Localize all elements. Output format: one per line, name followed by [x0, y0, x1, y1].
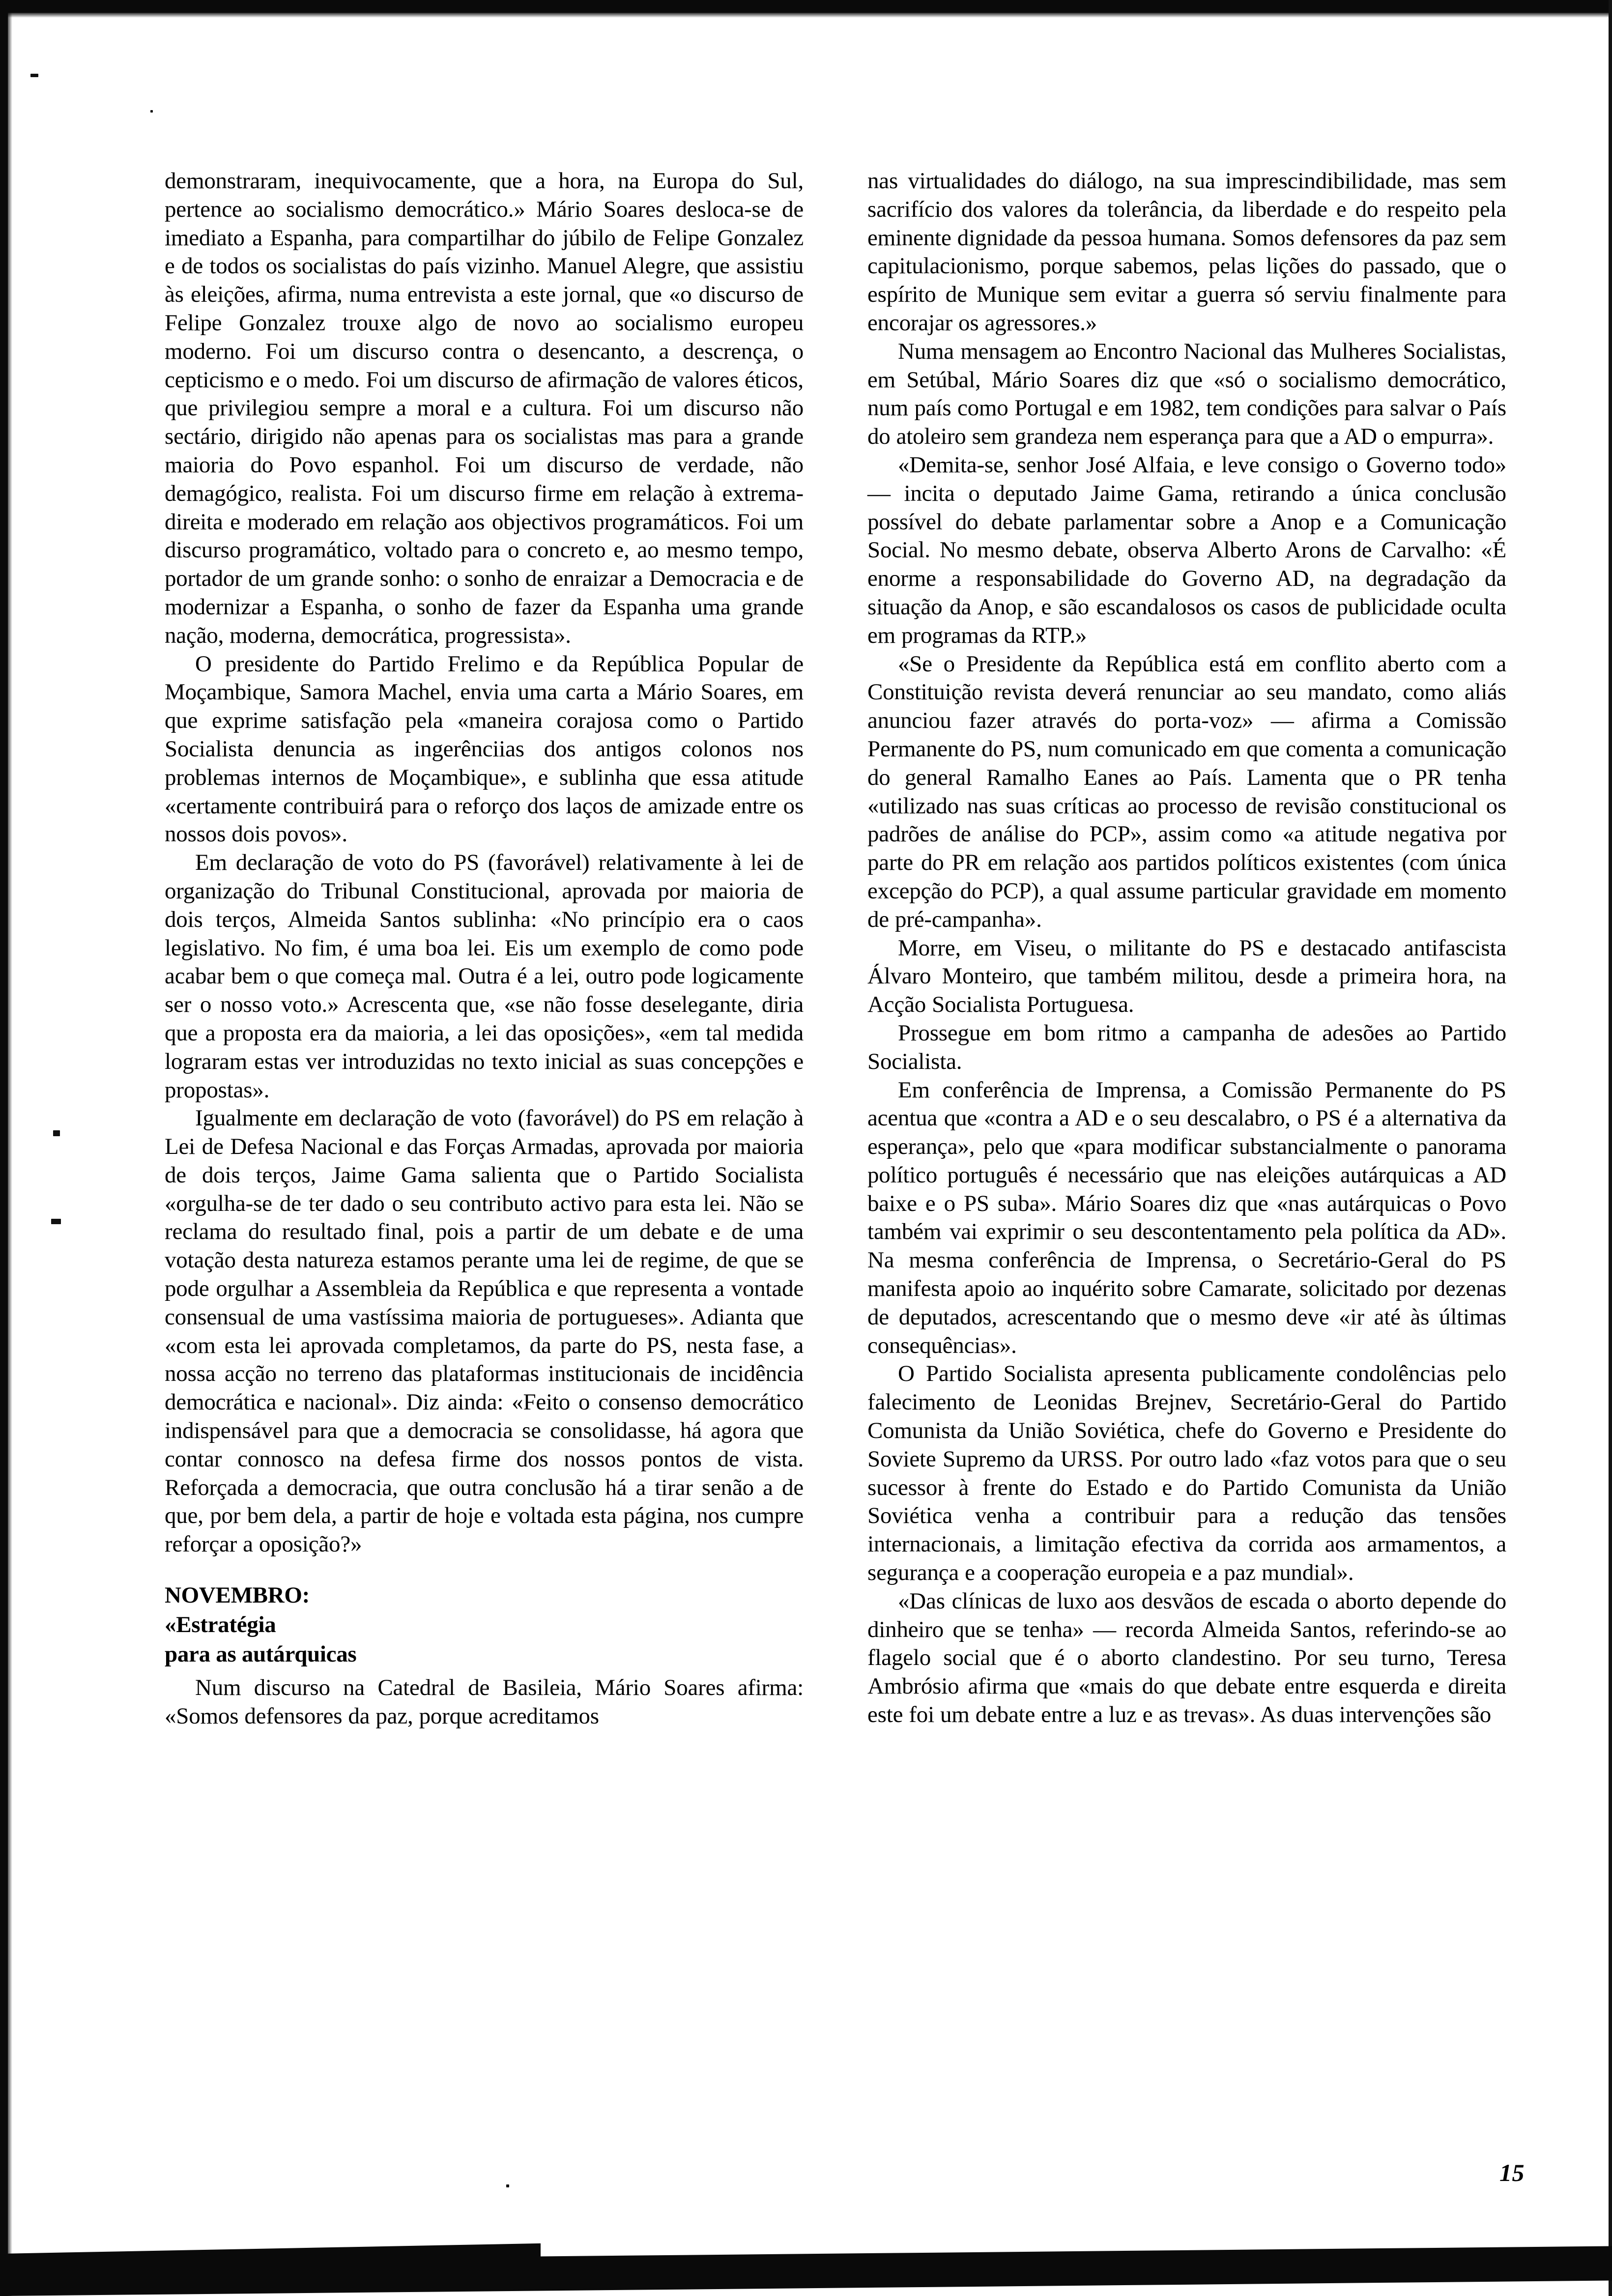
paragraph: «Se o Presidente da República está em conflito aberto com a Constituição revista deverá renunciar ao seu mandato, como aliás anunciou fazer através do porta-voz» — afirma a Comissão Permanente do PS, num comunicado em que comenta a comunicação do general Ramalho Eanes ao País. Lamenta que o PR tenha «utilizado nas suas críticas ao processo de revisão constitucional os padrões de análise do PCP», assim como «a atitude negativa por parte do PR em relação aos partidos políticos existentes (com única excepção do PCP), a qual assume particular gravidade em momento de pré-campanha». [867, 651, 1506, 932]
paragraph: Prossegue em bom ritmo a campanha de adesões ao Partido Socialista. [867, 1020, 1506, 1074]
paragraph: nas virtualidades do diálogo, na sua imprescindibilidade, mas sem sacrifício dos valores da tolerância, da liberdade e do respeito pela eminente dignidade da pessoa humana. Somos defensores da paz sem capitulacionismo, porque sabemos, pelas lições do passado, que o espírito de Munique sem evitar a guerra só serviu finalmente para encorajar os agressores.» [867, 168, 1506, 336]
paragraph: Em conferência de Imprensa, a Comissão Permanente do PS acentua que «contra a AD e o seu descalabro, o PS é a alternativa da esperança», pelo que «para modificar substancialmente o panorama político português é necessário que nas eleições autárquicas a AD baixe e o PS suba». Mário Soares diz que «nas autárquicas o Povo também vai exprimir o seu descontentamento pela política da AD». Na mesma conferência de Imprensa, o Secretário-Geral do PS manifesta apoio ao inquérito sobre Camarate, solicitado por dezenas de deputados, acrescentando que o mesmo deve «ir até às últimas consequências». [867, 1077, 1506, 1358]
paragraph: Em declaração de voto do PS (favorável) relativamente à lei de organização do Tribunal Constitucional, aprovada por maioria de dois terços, Almeida Santos sublinha: «No princípio era o caos legislativo. No fim, é uma boa lei. Eis um exemplo de como pode acabar bem o que começa mal. Outra é a lei, outro pode logicamente ser o nosso voto.» Acrescenta que, «se não fosse deselegante, diria que a proposta era da maioria, a lei das oposições», «em tal medida lograram estas ver introduzidas no texto inicial as suas concepções e propostas». [165, 850, 804, 1103]
column-left [165, 167, 804, 1731]
section-heading [165, 1580, 804, 1669]
paragraph: «Das clínicas de luxo aos desvãos de escada o aborto depende do dinheiro que se tenha» — recorda Almeida Santos, referindo-se ao flagelo social que é o aborto clandestino. Por seu turno, Teresa Ambrósio afirma que «mais do que debate entre esquerda e direita este foi um debate entre a luz e as trevas». As duas intervenções são [867, 1588, 1506, 1728]
paragraph: «Demita-se, senhor José Alfaia, e leve consigo o Governo todo» — incita o deputado Jaime Gama, retirando a única conclusão possível do debate parlamentar sobre a Anop e a Comunicação Social. No mesmo debate, observa Alberto Arons de Carvalho: «É enorme a responsabilidade do Governo AD, na degradação da situação da Anop, e são escandalosos os casos de publicidade oculta em programas da RTP.» [867, 452, 1506, 648]
paragraph: demonstraram, inequivocamente, que a hora, na Europa do Sul, pertence ao socialismo democrático.» Mário Soares desloca-se de imediato a Espanha, para compartilhar do júbilo de Felipe Gonzalez e de todos os socialistas do país vizinho. Manuel Alegre, que assistiu às eleições, afirma, numa entrevista a este jornal, que «o discurso de Felipe Gonzalez trouxe algo de novo ao socialismo europeu moderno. Foi um discurso contra o desencanto, a descrença, o cepticismo e o medo. Foi um discurso de afirmação de valores éticos, que privilegiou sempre a moral e a cultura. Foi um discurso não sectário, dirigido não apenas para os socialistas mas para a grande maioria do Povo espanhol. Foi um discurso de verdade, não demagógico, realista. Foi um discurso firme em relação à extrema-direita e moderado em relação aos objectivos programáticos. Foi um discurso programático, voltado para o concreto e, ao mesmo tempo, portador de um grande sonho: o sonho de enraizar a Democracia e de modernizar a Espanha, o sonho de fazer da Espanha uma grande nação, moderna, democrática, progressista». [165, 168, 804, 648]
heading-title-line2: para as autárquicas [165, 1641, 357, 1667]
page-number: 15 [1499, 2159, 1525, 2186]
paragraph: O Partido Socialista apresenta publicamente condolências pelo falecimento de Leonidas Brejnev, Secretário-Geral do Partido Comunista da União Soviética, chefe do Governo e Presidente do Soviete Supremo da URSS. Por outro lado «faz votos para que o seu sucessor à frente do Estado e do Partido Comunista da União Soviética venha a contribuir para a redução das tensões internacionais, a limitação efectiva da corrida aos armamentos, a segurança e a cooperação europeia e a paz mundial». [867, 1361, 1506, 1586]
paragraph: O presidente do Partido Frelimo e da República Popular de Moçambique, Samora Machel, envia uma carta a Mário Soares, em que exprime satisfação pela «maneira corajosa como o Partido Socialista denuncia as ingerênciias dos antigos colonos nos problemas internos de Moçambique», e sublinha que essa atitude «certamente contribuirá para o reforço dos laços de amizade entre os nossos dois povos». [165, 651, 804, 847]
paragraph: Numa mensagem ao Encontro Nacional das Mulheres Socialistas, em Setúbal, Mário Soares diz que «só o socialismo democrático, num país como Portugal e em 1982, tem condições para salvar o País do atoleiro sem grandeza nem esperança para que a AD o empurra». [867, 338, 1506, 450]
paragraph: Morre, em Viseu, o militante do PS e destacado antifascista Álvaro Monteiro, que também militou, desde a primeira hora, na Acção Socialista Portuguesa. [867, 935, 1506, 1018]
paragraph: Num discurso na Catedral de Basileia, Mário Soares afirma: «Somos defensores da paz, porque acreditamos [165, 1675, 804, 1729]
heading-month: NOVEMBRO: [165, 1582, 310, 1608]
heading-title-line1: «Estratégia [165, 1612, 276, 1638]
paragraph: Igualmente em declaração de voto (favorável) do PS em relação à Lei de Defesa Nacional e das Forças Armadas, aprovada por maioria de dois terços, Jaime Gama salienta que o Partido Socialista «orgulha-se de ter dado o seu contributo activo para esta lei. Não se reclama do resultado final, pois a partir de um debate e de uma votação desta natureza estamos perante uma lei de regime, de que se pode orgulhar a Assembleia da República e que representa a vontade consensual de uma vastíssima maioria de portugueses». Adianta que «com esta lei aprovada completamos, da parte do PS, nesta fase, a nossa acção no terreno das plataformas institucionais de incidência democrática e nacional». Diz ainda: «Feito o consenso democrático indispensável para que a democracia se consolidasse, há agora que contar connosco na defesa firme dos nossos pontos de vista. Reforçada a democracia, que outra conclusão há a tirar senão a de que, por bem dela, a partir de hoje e voltada esta página, nos cumpre reforçar a oposição?» [165, 1105, 804, 1557]
column-right [867, 167, 1506, 1729]
